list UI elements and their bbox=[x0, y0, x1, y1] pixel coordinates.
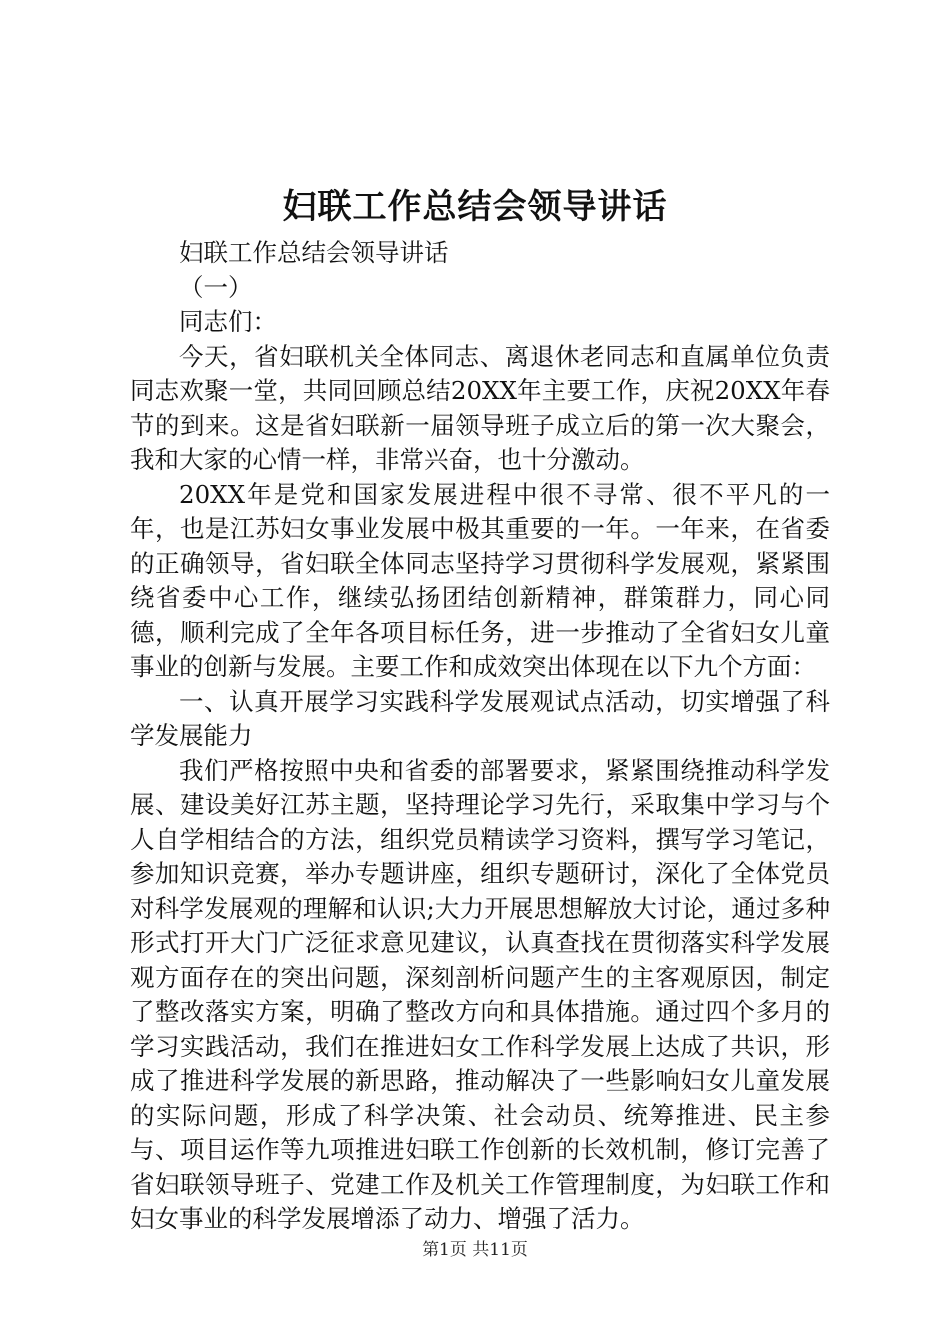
document-body bbox=[130, 236, 830, 1237]
salutation-paragraph: 同志们： bbox=[179, 307, 277, 336]
section-heading: 一、认真开展学习实践科学发展观试点活动，切实增强了科学发展能力 bbox=[130, 686, 830, 750]
body-paragraph: 20XX年是党和国家发展进程中很不寻常、很不平凡的一年，也是江苏妇女事业发展中极其重要的一年。一年来，在省委的正确领导，省妇联全体同志坚持学习贯彻科学发展观，紧紧围绕省委中心工作，继续弘扬团结创新精神，群策群力，同心同德，顺利完成了全年各项目标任务，进一步推动了全省妇女儿童事业的创新与发展。主要工作和成效突出体现在以下九个方面： bbox=[130, 479, 830, 681]
body-paragraph: 今天，省妇联机关全体同志、离退休老同志和直属单位负责同志欢聚一堂，共同回顾总结20XX年主要工作，庆祝20XX年春节的到来。这是省妇联新一届领导班子成立后的第一次大聚会，我和大家的心情一样，非常兴奋，也十分激动。 bbox=[130, 341, 830, 474]
document-title: 妇联工作总结会领导讲话 bbox=[282, 187, 668, 227]
subtitle-paragraph: 妇联工作总结会领导讲话 bbox=[179, 238, 449, 267]
body-paragraph: 我们严格按照中央和省委的部署要求，紧紧围绕推动科学发展、建设美好江苏主题，坚持理论学习先行，采取集中学习与个人自学相结合的方法，组织党员精读学习资料，撰写学习笔记，参加知识竞赛，举办专题讲座，组织专题研讨，深化了全体党员对科学发展观的理解和认识;大力开展思想解放大讨论，通过多种形式打开大门广泛征求意见建议，认真查找在贯彻落实科学发展观方面存在的突出问题，深刻剖析问题产生的主客观原因，制定了整改落实方案，明确了整改方向和具体措施。通过四个多月的学习实践活动，我们在推进妇女工作科学发展上达成了共识，形成了推进科学发展的新思路，推动解决了一些影响妇女儿童发展的实际问题，形成了科学决策、社会动员、统筹推进、民主参与、项目运作等九项推进妇联工作创新的长效机制，修订完善了省妇联领导班子、党建工作及机关工作管理制度，为妇联工作和妇女事业的科学发展增添了动力、增强了活力。 bbox=[130, 755, 830, 1233]
section-number-paragraph: （一） bbox=[179, 272, 253, 302]
page-footer: 第1页 共11页 bbox=[422, 1240, 528, 1260]
